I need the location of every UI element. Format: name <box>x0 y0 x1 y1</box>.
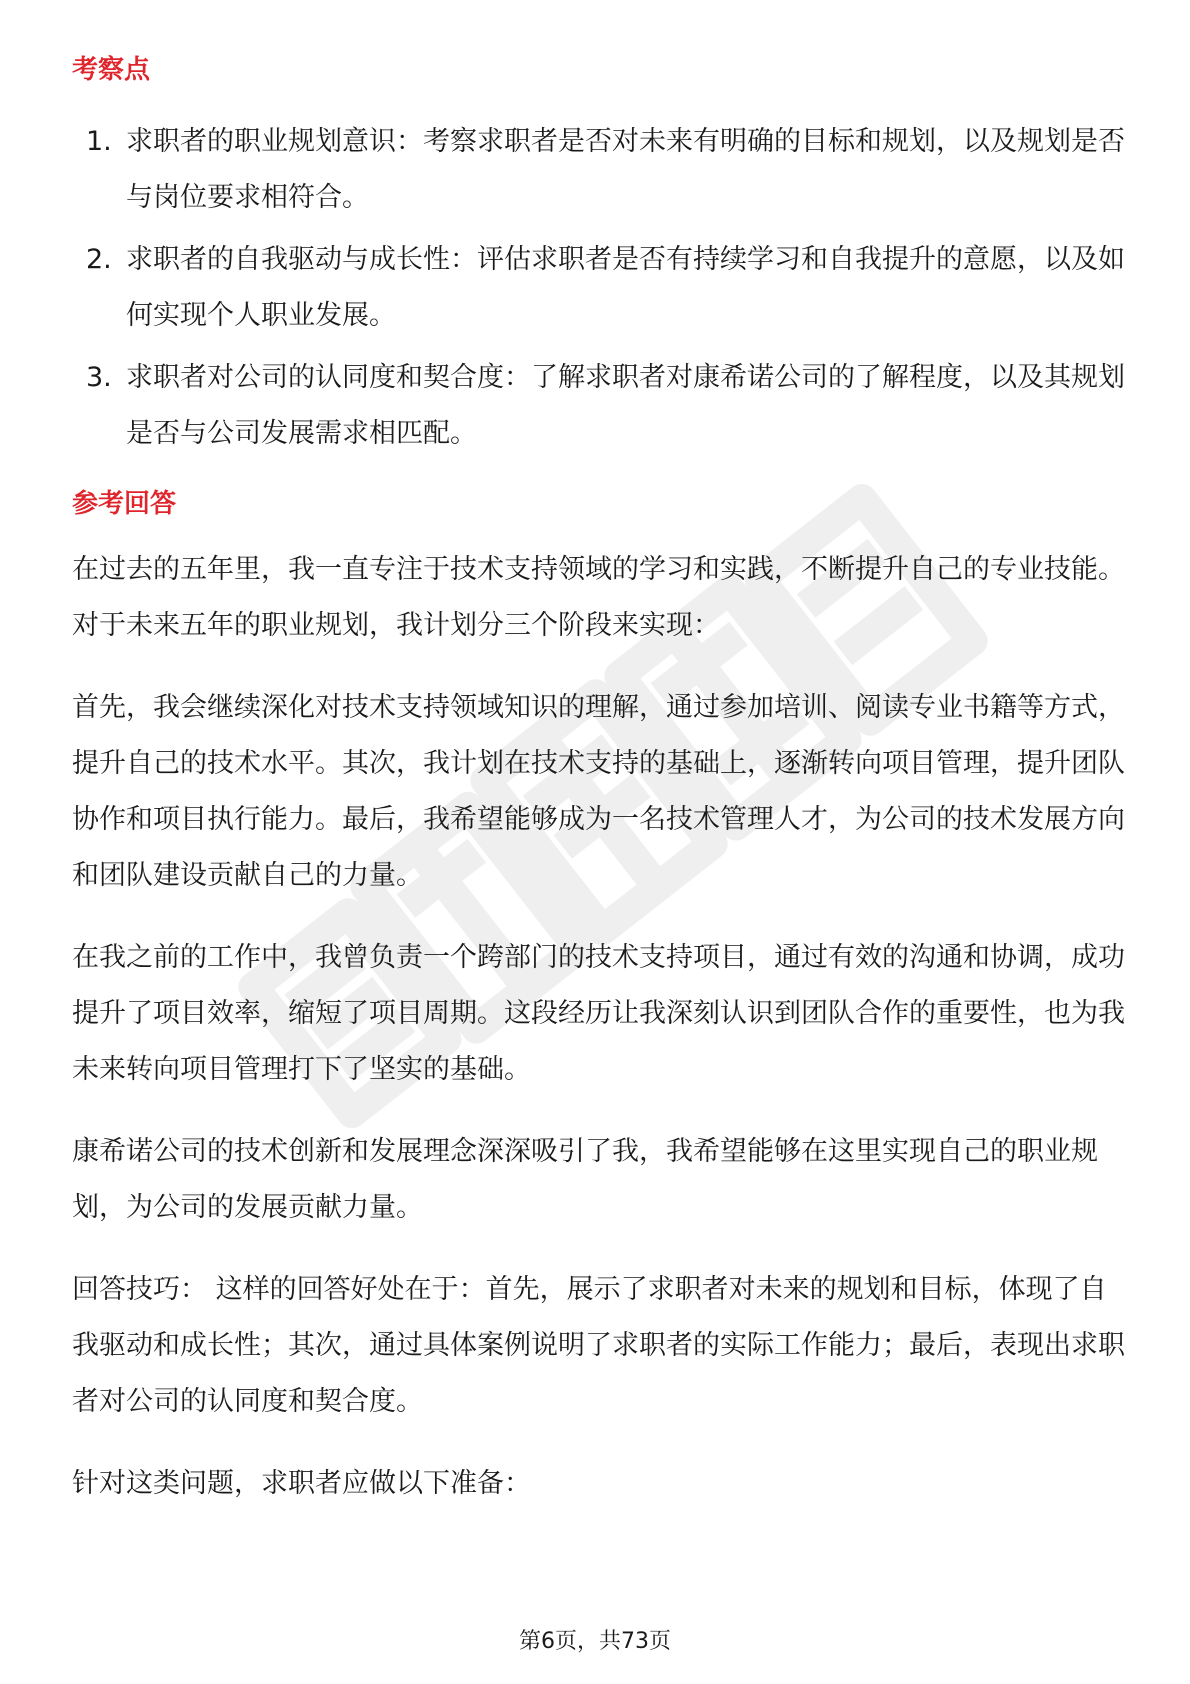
section-title-assessment: 考察点 <box>72 55 151 85</box>
list-item-number: 3. <box>86 362 112 393</box>
list-item <box>72 232 1132 344</box>
list-item <box>72 350 1132 462</box>
assessment-list <box>72 114 1132 462</box>
section-title-reference-answer: 参考回答 <box>72 489 177 519</box>
paragraph: 康希诺公司的技术创新和发展理念深深吸引了我，我希望能够在这里实现自己的职业规划，为公司的发展贡献力量。 <box>72 1136 1098 1223</box>
list-item-number: 2. <box>86 244 112 275</box>
paragraph: 首先，我会继续深化对技术支持领域知识的理解，通过参加培训、阅读专业书籍等方式，提升自己的技术水平。其次，我计划在技术支持的基础上，逐渐转向项目管理，提升团队协作和项目执行能力。最后，我希望能够成为一名技术管理人才，为公司的技术发展方向和团队建设贡献自己的力量。 <box>72 692 1125 891</box>
list-item-text: 求职者的自我驱动与成长性：评估求职者是否有持续学习和自我提升的意愿，以及如何实现个人职业发展。 <box>126 244 1125 331</box>
list-item-number: 1. <box>86 126 112 157</box>
list-item-text: 求职者对公司的认同度和契合度：了解求职者对康希诺公司的了解程度，以及其规划是否与公司发展需求相匹配。 <box>126 362 1125 449</box>
list-item-text: 求职者的职业规划意识：考察求职者是否对未来有明确的目标和规划，以及规划是否与岗位要求相符合。 <box>126 126 1125 213</box>
paragraph-answer-tips: 回答技巧： 这样的回答好处在于：首先，展示了求职者对未来的规划和目标，体现了自我驱动和成长性；其次，通过具体案例说明了求职者的实际工作能力；最后，表现出求职者对公司的认同度和契合度。 <box>72 1274 1125 1417</box>
list-item <box>72 114 1132 226</box>
document-content <box>72 40 1132 1538</box>
paragraph: 在我之前的工作中，我曾负责一个跨部门的技术支持项目，通过有效的沟通和协调，成功提升了项目效率，缩短了项目周期。这段经历让我深刻认识到团队合作的重要性，也为我未来转向项目管理打下了坚实的基础。 <box>72 942 1125 1085</box>
page-number-footer: 第6页，共73页 <box>519 1629 671 1654</box>
paragraph: 针对这类问题，求职者应做以下准备： <box>72 1468 531 1499</box>
paragraph: 在过去的五年里，我一直专注于技术支持领域的学习和实践，不断提升自己的专业技能。对于未来五年的职业规划，我计划分三个阶段来实现： <box>72 554 1125 641</box>
